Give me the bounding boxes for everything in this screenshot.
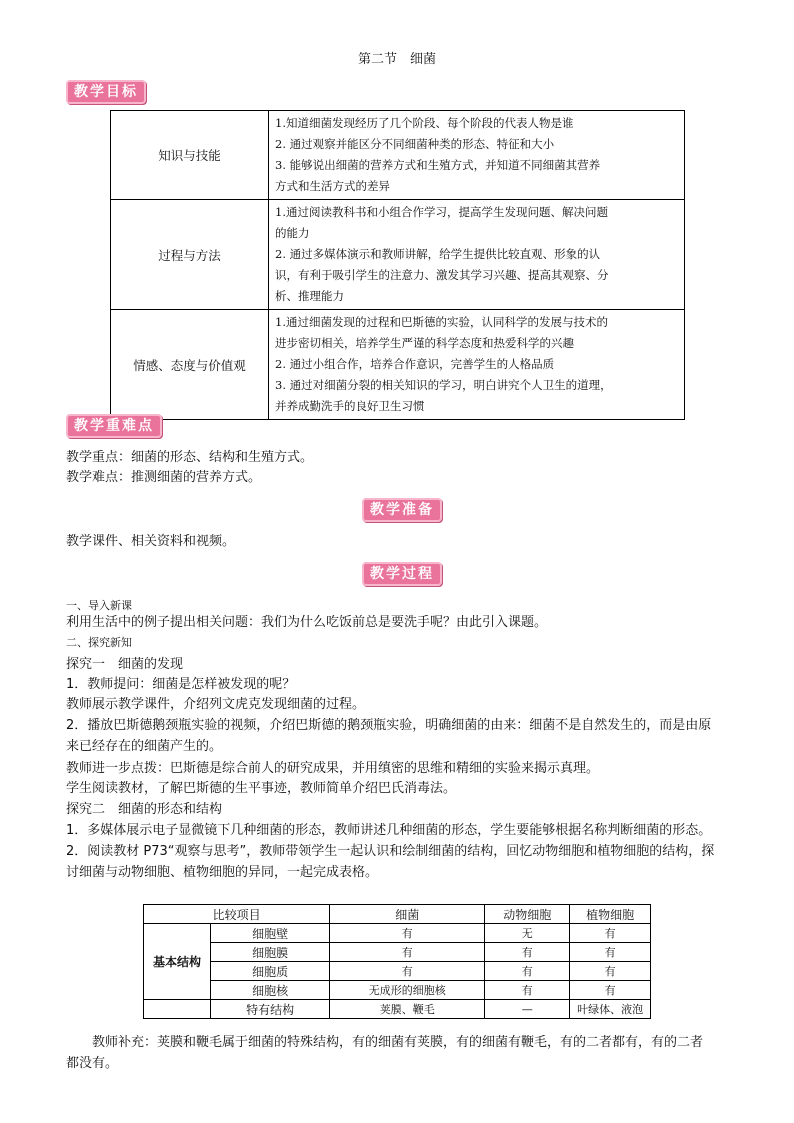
cell: 有 [330, 962, 485, 981]
paragraph: 利用生活中的例子提出相关问题：我们为什么吃饭前总是要洗手呢？由此引入课题。 [66, 615, 548, 630]
paragraph: 2．播放巴斯德鹅颈瓶实验的视频，介绍巴斯德的鹅颈瓶实验，明确细菌的由来：细菌不是自然发生的，而是由原 [66, 718, 712, 733]
goals-category: 知识与技能 [111, 111, 269, 200]
table-row [144, 962, 651, 981]
header-cell: 动物细胞 [485, 905, 570, 924]
cell: 荚膜、鞭毛 [330, 1000, 485, 1019]
explore-two-heading: 探究二 细菌的形态和结构 [66, 802, 223, 817]
goals-table [110, 110, 685, 420]
cell: 无成形的细胞核 [330, 981, 485, 1000]
header-cell: 比较项目 [144, 905, 330, 924]
cell: 无 [485, 924, 570, 943]
paragraph: 教师展示教学课件，介绍列文虎克发现细菌的过程。 [66, 697, 366, 712]
cell: 有 [570, 943, 651, 962]
row-label: 细胞核 [211, 981, 330, 1000]
paragraph: 学生阅读教材，了解巴斯德的生平事迹，教师简单介绍巴氏消毒法。 [66, 781, 457, 796]
cell: 有 [570, 924, 651, 943]
goals-row [111, 310, 685, 420]
goals-row [111, 200, 685, 310]
cell: 叶绿体、液泡 [570, 1000, 651, 1019]
cell: 有 [330, 924, 485, 943]
comparison-table [143, 904, 651, 1019]
header-cell: 细菌 [330, 905, 485, 924]
explore-one-heading: 探究一 细菌的发现 [66, 657, 184, 672]
paragraph: 讨细菌与动物细胞、植物细胞的异同，一起完成表格。 [66, 865, 379, 880]
cell: 有 [485, 962, 570, 981]
cell: 有 [330, 943, 485, 962]
key-point: 教学重点：细菌的形态、结构和生殖方式。 [66, 450, 314, 465]
table-row [144, 943, 651, 962]
table-row [144, 1000, 651, 1019]
goals-category: 过程与方法 [111, 200, 269, 310]
section-intro-heading: 一、导入新课 [66, 599, 132, 612]
preparation-badge: 教学准备 [362, 498, 442, 522]
goals-row [111, 111, 685, 200]
row-label: 特有结构 [211, 1000, 330, 1019]
table-row [144, 981, 651, 1000]
goals-badge: 教学目标 [66, 80, 146, 104]
table-header-row [144, 905, 651, 924]
paragraph: 1．多媒体展示电子显微镜下几种细菌的形态，教师讲述几种细菌的形态，学生要能够根据名称判断细菌的形态。 [66, 823, 712, 838]
paragraph: 2．阅读教材 P73“观察与思考”，教师带领学生一起认识和绘制细菌的结构，回忆动物细胞和植物细胞的结构，探 [66, 844, 715, 859]
header-cell: 植物细胞 [570, 905, 651, 924]
paragraph: 1．教师提问：细菌是怎样被发现的呢？ [66, 677, 296, 692]
cell: 有 [570, 981, 651, 1000]
row-label: 细胞壁 [211, 924, 330, 943]
goals-category: 情感、态度与价值观 [111, 310, 269, 420]
process-badge: 教学过程 [362, 562, 442, 586]
cell: 有 [485, 981, 570, 1000]
row-label: 细胞质 [211, 962, 330, 981]
paragraph: 教师进一步点拨：巴斯德是综合前人的研究成果，并用缜密的思维和精细的实验来揭示真理。 [66, 761, 600, 776]
key-points-badge: 教学重难点 [66, 414, 162, 438]
paragraph: 来已经存在的细菌产生的。 [66, 739, 223, 754]
page-title: 第二节 细菌 [357, 52, 436, 67]
difficult-point: 教学难点：推测细菌的营养方式。 [66, 470, 262, 485]
goals-description: 1.知道细菌发现经历了几个阶段、每个阶段的代表人物是谁 2. 通过观察并能区分不同细菌种类的形态、特征和大小 3. 能够说出细菌的营养方式和生殖方式，并知道不同细菌其营养 方式和生活方式的差异 [269, 111, 685, 200]
paragraph: 教师补充：荚膜和鞭毛属于细菌的特殊结构，有的细菌有荚膜，有的细菌有鞭毛，有的二者都有，有的二者 [92, 1035, 704, 1050]
goals-description: 1.通过细菌发现的过程和巴斯德的实验，认同科学的发展与技术的 进步密切相关，培养学生严谨的科学态度和热爱科学的兴趣 2. 通过小组合作，培养合作意识，完善学生的人格品质 3. 通过对细菌分裂的相关知识的学习，明白讲究个人卫生的道理， 并养成勤洗手的良好卫生习惯 [269, 310, 685, 420]
preparation-text: 教学课件、相关资料和视频。 [66, 534, 236, 549]
row-label: 细胞膜 [211, 943, 330, 962]
paragraph: 都没有。 [66, 1056, 119, 1071]
empty-cell [144, 1000, 211, 1019]
section-explore-heading: 二、探究新知 [66, 636, 132, 649]
cell: 有 [570, 962, 651, 981]
goals-description: 1.通过阅读教科书和小组合作学习，提高学生发现问题、解决问题 的能力 2. 通过多媒体演示和教师讲解，给学生提供比较直观、形象的认 识，有利于吸引学生的注意力、激发其学习兴趣、提高其观察、分 析、推理能力 [269, 200, 685, 310]
cell: — [485, 1000, 570, 1019]
cell: 有 [485, 943, 570, 962]
group-label: 基本结构 [144, 924, 211, 1000]
table-row [144, 924, 651, 943]
